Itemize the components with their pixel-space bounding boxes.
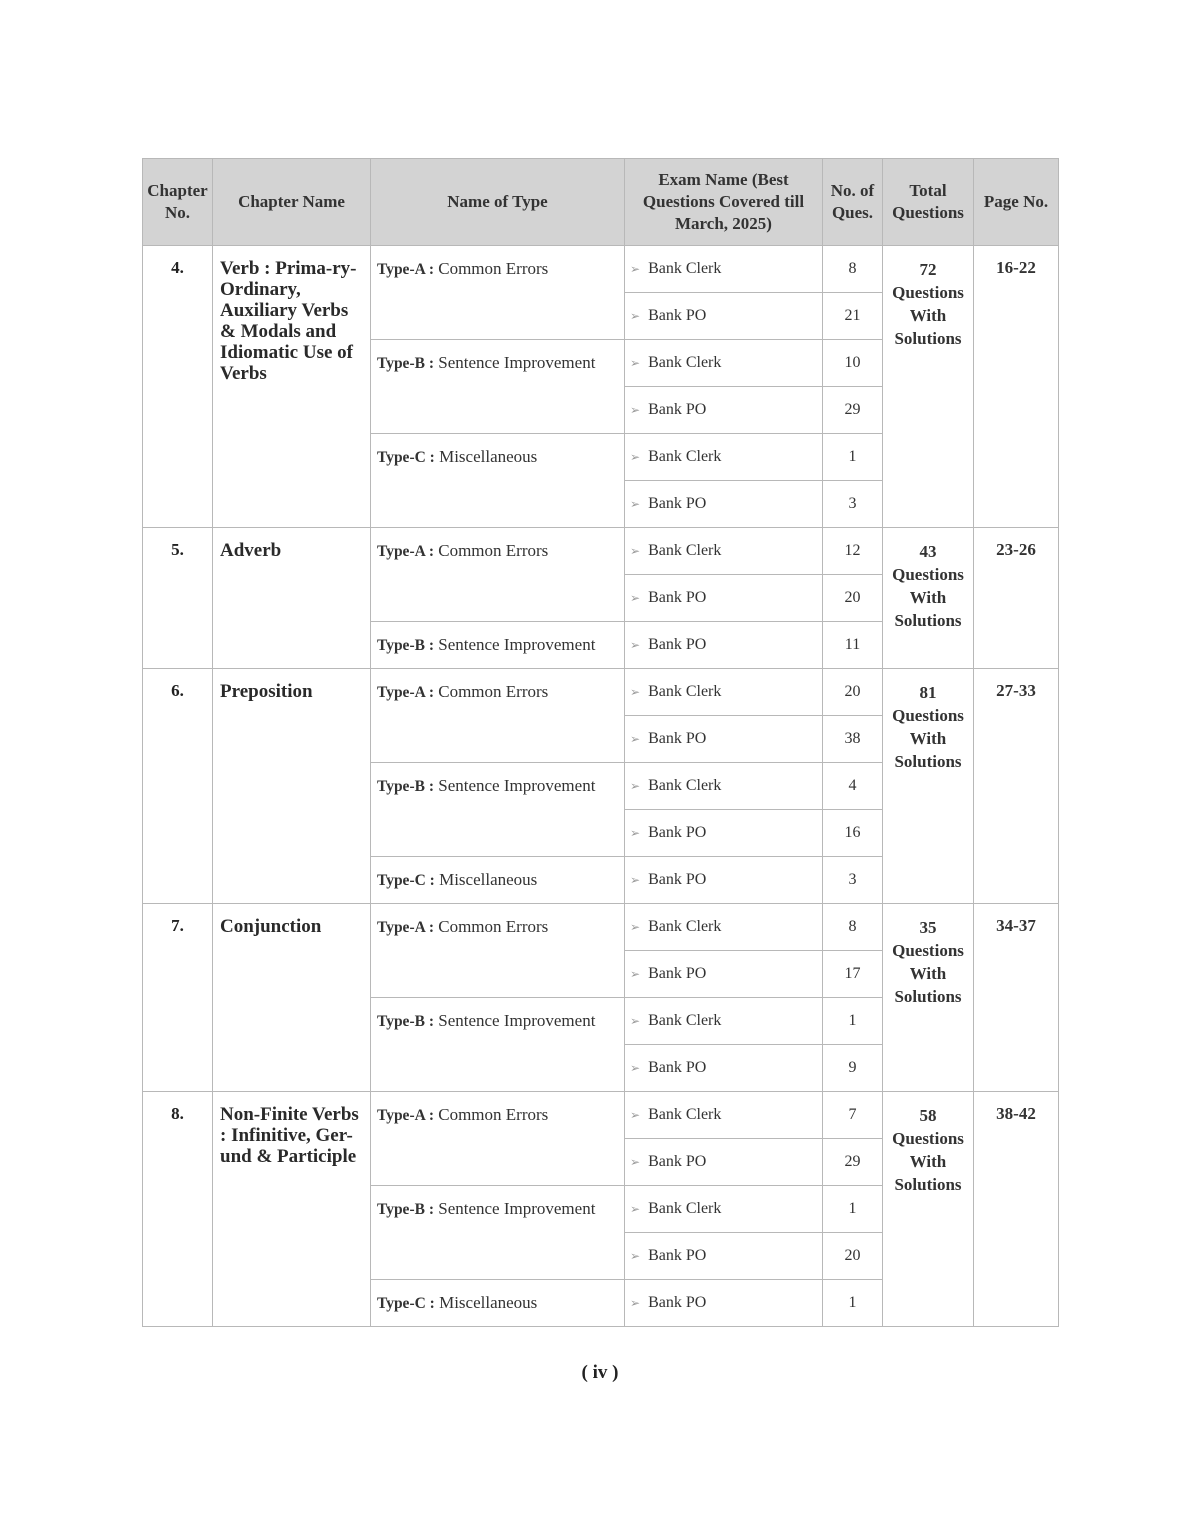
type-prefix: Type-A : (377, 684, 434, 701)
chapter-name: Adverb (213, 528, 371, 669)
chapter-number: 5. (143, 528, 213, 669)
type-cell (371, 857, 625, 904)
type-prefix: Type-B : (377, 778, 434, 795)
type-name: Sentence Improvement (438, 1011, 596, 1030)
chapter-number: 7. (143, 904, 213, 1092)
chapter-name: Verb : Prima-ry-Ordinary, Auxiliary Verbs & Modals and Idiomatic Use of Verbs (213, 246, 371, 528)
exam-cell (625, 1186, 823, 1233)
contents-body (143, 246, 1059, 1327)
type-cell (371, 998, 625, 1092)
exam-cell (625, 1280, 823, 1327)
type-cell (371, 1092, 625, 1186)
total-questions: 43 Questions With Solutions (883, 528, 974, 669)
question-count: 3 (823, 857, 883, 904)
chapter-name: Non-Finite Verbs : Infinitive, Ger-und & Participle (213, 1092, 371, 1327)
arrow-bullet-icon: ➢ (630, 1155, 641, 1169)
question-count: 20 (823, 1233, 883, 1280)
arrow-bullet-icon: ➢ (630, 732, 641, 746)
question-count: 16 (823, 810, 883, 857)
table-row (143, 669, 1059, 716)
type-cell (371, 1186, 625, 1280)
page-range: 34-37 (974, 904, 1059, 1092)
total-questions: 58 Questions With Solutions (883, 1092, 974, 1327)
type-cell (371, 622, 625, 669)
chapter-number: 4. (143, 246, 213, 528)
type-prefix: Type-A : (377, 919, 434, 936)
type-cell (371, 434, 625, 528)
arrow-bullet-icon: ➢ (630, 1014, 641, 1028)
type-prefix: Type-B : (377, 637, 434, 654)
arrow-bullet-icon: ➢ (630, 450, 641, 464)
exam-name: Bank PO (648, 730, 707, 747)
question-count: 38 (823, 716, 883, 763)
chapter-name: Conjunction (213, 904, 371, 1092)
exam-cell (625, 763, 823, 810)
exam-cell (625, 904, 823, 951)
type-name: Common Errors (438, 917, 549, 936)
type-prefix: Type-A : (377, 261, 434, 278)
exam-name: Bank PO (648, 1059, 707, 1076)
type-prefix: Type-A : (377, 543, 434, 560)
header-chapter-name: Chapter Name (213, 159, 371, 246)
arrow-bullet-icon: ➢ (630, 1249, 641, 1263)
arrow-bullet-icon: ➢ (630, 262, 641, 276)
type-cell (371, 904, 625, 998)
table-row (143, 528, 1059, 575)
header-no-of-ques: No. of Ques. (823, 159, 883, 246)
exam-name: Bank Clerk (648, 260, 722, 277)
question-count: 12 (823, 528, 883, 575)
exam-name: Bank PO (648, 589, 707, 606)
type-cell (371, 763, 625, 857)
exam-name: Bank Clerk (648, 1106, 722, 1123)
page-range: 27-33 (974, 669, 1059, 904)
arrow-bullet-icon: ➢ (630, 356, 641, 370)
question-count: 21 (823, 293, 883, 340)
type-name: Miscellaneous (439, 870, 538, 889)
question-count: 7 (823, 1092, 883, 1139)
question-count: 29 (823, 387, 883, 434)
exam-cell (625, 1233, 823, 1280)
type-prefix: Type-B : (377, 1201, 434, 1218)
exam-cell (625, 857, 823, 904)
exam-name: Bank Clerk (648, 777, 722, 794)
table-row (143, 904, 1059, 951)
arrow-bullet-icon: ➢ (630, 1202, 641, 1216)
arrow-bullet-icon: ➢ (630, 309, 641, 323)
total-questions: 81 Questions With Solutions (883, 669, 974, 904)
exam-name: Bank PO (648, 1153, 707, 1170)
header-row (143, 159, 1059, 246)
contents-table (142, 158, 1059, 1327)
question-count: 1 (823, 1280, 883, 1327)
arrow-bullet-icon: ➢ (630, 638, 641, 652)
exam-cell (625, 528, 823, 575)
question-count: 29 (823, 1139, 883, 1186)
exam-cell (625, 387, 823, 434)
type-cell (371, 246, 625, 340)
type-name: Common Errors (438, 541, 549, 560)
exam-name: Bank Clerk (648, 1012, 722, 1029)
exam-name: Bank PO (648, 965, 707, 982)
exam-cell (625, 998, 823, 1045)
exam-name: Bank PO (648, 401, 707, 418)
arrow-bullet-icon: ➢ (630, 685, 641, 699)
type-name: Sentence Improvement (438, 635, 596, 654)
exam-name: Bank Clerk (648, 918, 722, 935)
exam-cell (625, 340, 823, 387)
question-count: 17 (823, 951, 883, 998)
exam-name: Bank Clerk (648, 1200, 722, 1217)
type-name: Common Errors (438, 682, 549, 701)
question-count: 1 (823, 1186, 883, 1233)
exam-cell (625, 434, 823, 481)
total-questions: 35 Questions With Solutions (883, 904, 974, 1092)
exam-name: Bank Clerk (648, 448, 722, 465)
type-cell (371, 669, 625, 763)
exam-cell (625, 1045, 823, 1092)
question-count: 8 (823, 904, 883, 951)
type-cell (371, 528, 625, 622)
question-count: 1 (823, 434, 883, 481)
exam-name: Bank PO (648, 495, 707, 512)
arrow-bullet-icon: ➢ (630, 1108, 641, 1122)
arrow-bullet-icon: ➢ (630, 591, 641, 605)
exam-cell (625, 810, 823, 857)
type-prefix: Type-C : (377, 1295, 435, 1312)
exam-cell (625, 669, 823, 716)
question-count: 9 (823, 1045, 883, 1092)
header-page-no: Page No. (974, 159, 1059, 246)
exam-name: Bank PO (648, 1294, 707, 1311)
page-range: 38-42 (974, 1092, 1059, 1327)
question-count: 4 (823, 763, 883, 810)
exam-cell (625, 1139, 823, 1186)
page-number: ( iv ) (581, 1362, 619, 1383)
question-count: 11 (823, 622, 883, 669)
arrow-bullet-icon: ➢ (630, 826, 641, 840)
header-name-of-type: Name of Type (371, 159, 625, 246)
question-count: 20 (823, 669, 883, 716)
question-count: 20 (823, 575, 883, 622)
exam-name: Bank PO (648, 871, 707, 888)
question-count: 1 (823, 998, 883, 1045)
question-count: 3 (823, 481, 883, 528)
type-prefix: Type-C : (377, 872, 435, 889)
arrow-bullet-icon: ➢ (630, 1061, 641, 1075)
arrow-bullet-icon: ➢ (630, 497, 641, 511)
chapter-name: Preposition (213, 669, 371, 904)
arrow-bullet-icon: ➢ (630, 544, 641, 558)
type-prefix: Type-B : (377, 1013, 434, 1030)
exam-cell (625, 1092, 823, 1139)
exam-name: Bank PO (648, 307, 707, 324)
exam-cell (625, 716, 823, 763)
header-total-questions: Total Questions (883, 159, 974, 246)
arrow-bullet-icon: ➢ (630, 403, 641, 417)
chapter-number: 8. (143, 1092, 213, 1327)
exam-cell (625, 575, 823, 622)
exam-name: Bank Clerk (648, 542, 722, 559)
exam-name: Bank PO (648, 636, 707, 653)
exam-name: Bank PO (648, 824, 707, 841)
arrow-bullet-icon: ➢ (630, 1296, 641, 1310)
table-row (143, 1092, 1059, 1139)
table-row (143, 246, 1059, 293)
arrow-bullet-icon: ➢ (630, 873, 641, 887)
exam-cell (625, 246, 823, 293)
question-count: 8 (823, 246, 883, 293)
chapter-number: 6. (143, 669, 213, 904)
exam-name: Bank PO (648, 1247, 707, 1264)
arrow-bullet-icon: ➢ (630, 779, 641, 793)
exam-cell (625, 622, 823, 669)
type-name: Miscellaneous (439, 447, 538, 466)
header-chapter-no: Chapter No. (143, 159, 213, 246)
type-name: Sentence Improvement (438, 776, 596, 795)
type-cell (371, 340, 625, 434)
exam-name: Bank Clerk (648, 683, 722, 700)
exam-cell (625, 951, 823, 998)
page-range: 23-26 (974, 528, 1059, 669)
type-name: Sentence Improvement (438, 1199, 596, 1218)
total-questions: 72 Questions With Solutions (883, 246, 974, 528)
type-name: Common Errors (438, 259, 549, 278)
type-prefix: Type-B : (377, 355, 434, 372)
arrow-bullet-icon: ➢ (630, 967, 641, 981)
type-prefix: Type-A : (377, 1107, 434, 1124)
question-count: 10 (823, 340, 883, 387)
exam-cell (625, 481, 823, 528)
type-name: Miscellaneous (439, 1293, 538, 1312)
exam-cell (625, 293, 823, 340)
type-name: Sentence Improvement (438, 353, 596, 372)
type-name: Common Errors (438, 1105, 549, 1124)
arrow-bullet-icon: ➢ (630, 920, 641, 934)
type-cell (371, 1280, 625, 1327)
type-prefix: Type-C : (377, 449, 435, 466)
exam-name: Bank Clerk (648, 354, 722, 371)
page-range: 16-22 (974, 246, 1059, 528)
header-exam-name: Exam Name (Best Questions Covered till March, 2025) (625, 159, 823, 246)
